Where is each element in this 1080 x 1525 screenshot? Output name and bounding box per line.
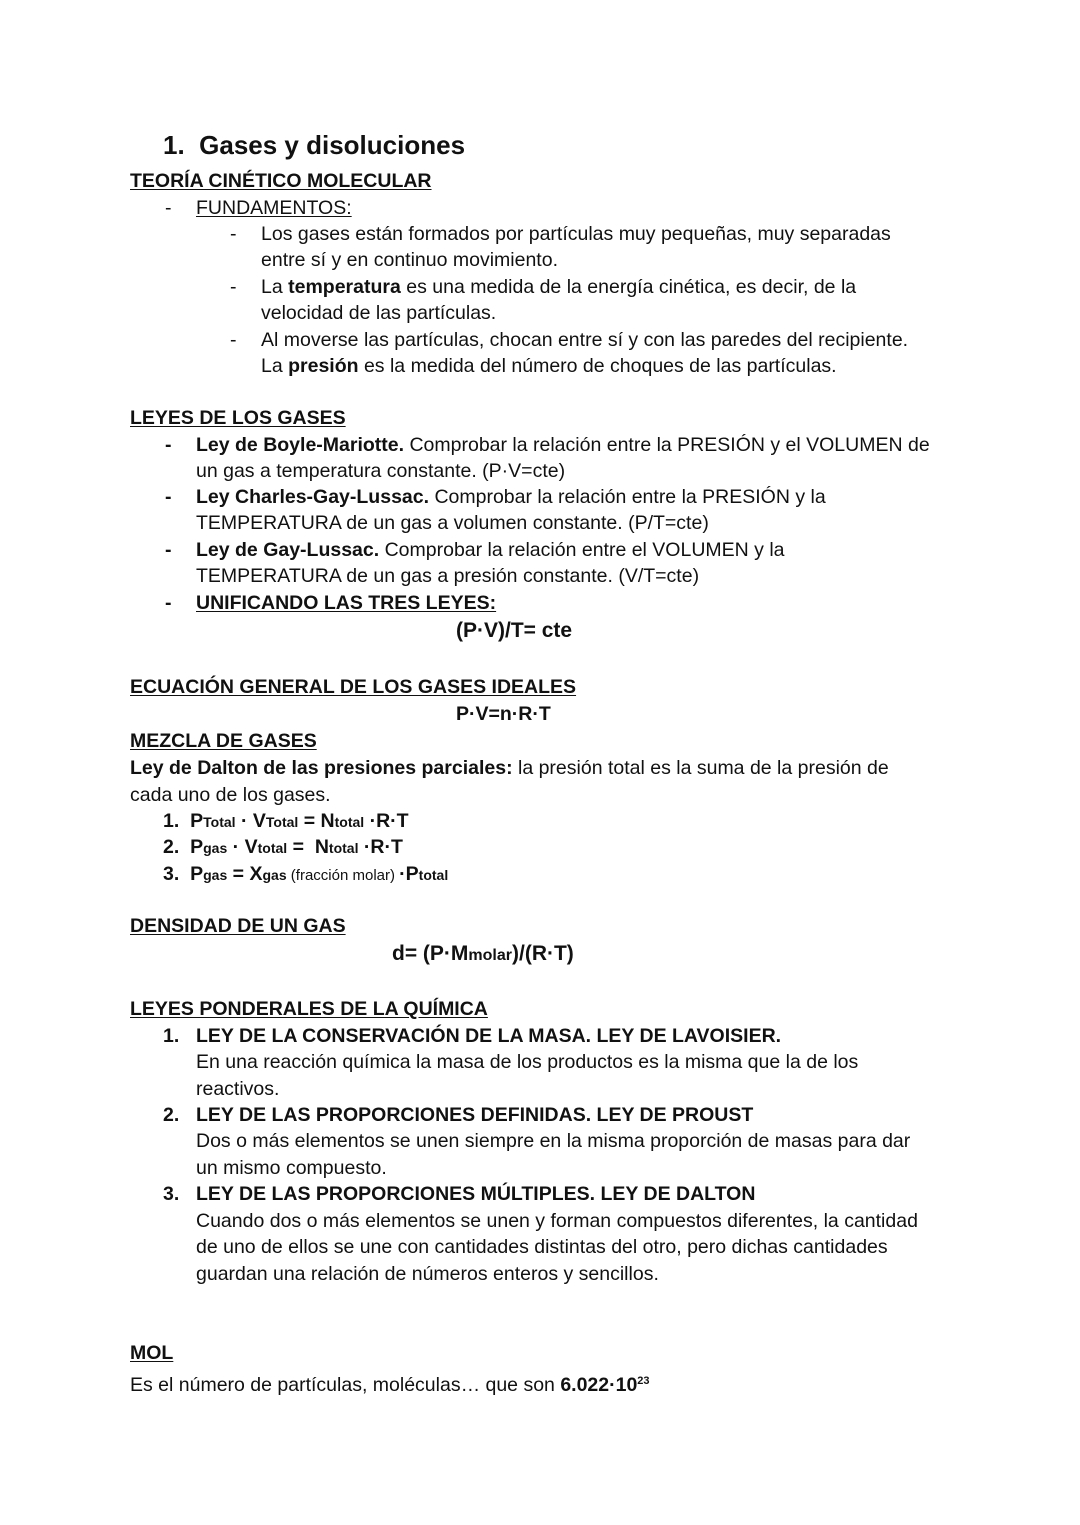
text-line: un mismo compuesto. <box>196 1157 387 1179</box>
fundamentos-label: FUNDAMENTOS: <box>196 197 352 219</box>
law-gay-lussac: Ley de Gay-Lussac. Comprobar la relación entre el VOLUMEN y la <box>196 539 785 561</box>
text-line: Al moverse las partículas, chocan entre sí y con las paredes del recipiente. <box>261 329 909 351</box>
section-heading-mol: MOL <box>130 1342 174 1364</box>
text-line: entre sí y en continuo movimiento. <box>261 249 558 271</box>
law-charles: Ley Charles-Gay-Lussac. Comprobar la relación entre la PRESIÓN y la <box>196 486 826 508</box>
mol-definition: Es el número de partículas, moléculas… que son $6.022\cdot 10^{23}$ <box>130 1374 650 1396</box>
formula-ideal-gas: P·V=n·R·T <box>456 703 551 725</box>
law-title: LEY DE LA CONSERVACIÓN DE LA MASA. LEY DE LAVOISIER. <box>196 1025 782 1047</box>
bullet-dash: - <box>165 197 172 219</box>
text-line: La presión es la medida del número de choques de las partículas. <box>261 355 837 377</box>
law-title: LEY DE LAS PROPORCIONES DEFINIDAS. LEY DE PROUST <box>196 1104 754 1126</box>
law-boyle: Ley de Boyle-Mariotte. Comprobar la relación entre la PRESIÓN y el VOLUMEN de <box>196 434 930 456</box>
text-line: de uno de ellos se une con cantidades distintas del otro, pero dichas cantidades <box>196 1236 888 1258</box>
text-line: En una reacción química la masa de los productos es la misma que la de los <box>196 1051 859 1073</box>
dalton-law: Ley de Dalton de las presiones parciales: la presión total es la suma de la presión de <box>130 757 889 779</box>
section-heading-leyes: LEYES DE LOS GASES <box>130 407 346 429</box>
section-heading-teoria: TEORÍA CINÉTICO MOLECULAR <box>130 170 432 192</box>
bullet-dash: - <box>165 592 172 614</box>
formula-1: 1. PTotal · VTotal = Ntotal ·R·T <box>163 810 409 832</box>
formula-3: 3. Pgas = Xgas (fracción molar) ·Ptotal <box>163 863 449 885</box>
formula-2: 2. Pgas · Vtotal = Ntotal ·R·T <box>163 836 403 858</box>
text-line: Cuando dos o más elementos se unen y forman compuestos diferentes, la cantidad <box>196 1210 918 1232</box>
text-line: TEMPERATURA de un gas a presión constante. (V/T=cte) <box>196 565 700 587</box>
page-title: 1. Gases y disoluciones <box>163 130 466 160</box>
bullet-dash: - <box>230 276 237 298</box>
law-title: LEY DE LAS PROPORCIONES MÚLTIPLES. LEY DE DALTON <box>196 1183 756 1205</box>
bullet-dash: - <box>165 434 172 456</box>
formula-combined: (P·V)/T= cte <box>456 619 573 642</box>
text-line: velocidad de las partículas. <box>261 302 497 324</box>
text-line: TEMPERATURA de un gas a volumen constante. (P/T=cte) <box>196 512 709 534</box>
bullet-dash: - <box>230 329 237 351</box>
text-line: guardan una relación de números enteros y sencillos. <box>196 1263 659 1285</box>
law-number: 2. <box>163 1104 180 1126</box>
law-number: 1. <box>163 1025 180 1047</box>
unificando-label: UNIFICANDO LAS TRES LEYES: <box>196 592 497 614</box>
text-line: reactivos. <box>196 1078 280 1100</box>
text-line: Los gases están formados por partículas muy pequeñas, muy separadas <box>261 223 891 245</box>
text-line: cada uno de los gases. <box>130 784 331 806</box>
formula-density: d= (P·Mmolar)/(R·T) <box>392 942 574 965</box>
text-line: La temperatura es una medida de la energía cinética, es decir, de la <box>261 276 857 298</box>
section-heading-densidad: DENSIDAD DE UN GAS <box>130 915 346 937</box>
text-line: Dos o más elementos se unen siempre en la misma proporción de masas para dar <box>196 1130 911 1152</box>
law-number: 3. <box>163 1183 180 1205</box>
bullet-dash: - <box>165 539 172 561</box>
text-line: un gas a temperatura constante. (P·V=cte) <box>196 460 566 482</box>
section-heading-mezcla: MEZCLA DE GASES <box>130 730 317 752</box>
section-heading-ecuacion: ECUACIÓN GENERAL DE LOS GASES IDEALES <box>130 676 577 698</box>
bullet-dash: - <box>230 223 237 245</box>
section-heading-ponderales: LEYES PONDERALES DE LA QUÍMICA <box>130 998 488 1020</box>
bullet-dash: - <box>165 486 172 508</box>
